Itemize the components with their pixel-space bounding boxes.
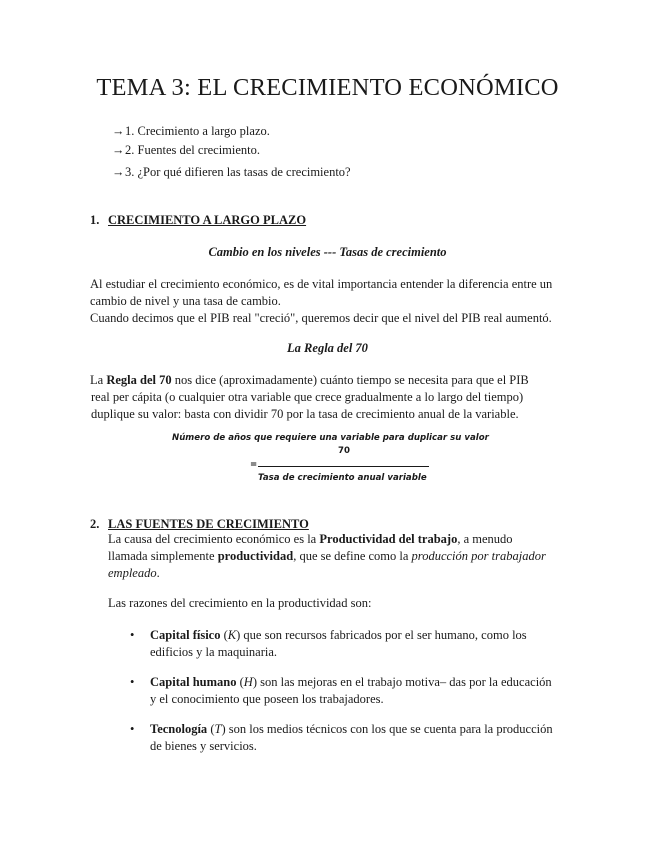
section-number: 2. (90, 517, 100, 531)
paragraph-productivity (108, 531, 546, 582)
text-line: y el conocimiento que poseen los trabajadores. (150, 692, 384, 706)
text-span: ) que son recursos fabricados por el ser humano, como los (236, 628, 527, 642)
section-1-subtitle: Cambio en los niveles --- Tasas de crecimiento (208, 245, 447, 259)
section-number: 1. (90, 213, 100, 227)
bullet-text (150, 674, 566, 708)
formula-equals: = (250, 460, 258, 470)
reasons-intro: Las razones del crecimiento en la productividad son: (108, 596, 372, 610)
text-span: , a menudo (457, 532, 513, 546)
toc-item-text: 3. ¿Por qué difieren las tasas de crecimiento? (125, 165, 351, 179)
bold-term: Capital físico (150, 628, 221, 642)
text-line (150, 674, 566, 691)
text-span: . (156, 566, 160, 580)
arrow-right-icon: → (112, 143, 125, 157)
symbol: K (227, 628, 237, 642)
italic-term: producción por trabajador (411, 549, 546, 563)
formula-lhs: Número de años que requiere una variable para duplicar su valor (172, 433, 489, 443)
text-line (150, 627, 566, 644)
bullet-text (150, 721, 566, 755)
text-line: Al estudiar el crecimiento económico, es de vital importancia entender la diferencia entre un (90, 277, 553, 291)
arrow-right-icon: → (112, 165, 125, 179)
text-span: ( (220, 628, 228, 642)
text-line (150, 721, 566, 738)
arrow-right-icon: → (112, 124, 125, 138)
bullet-icon: • (130, 628, 135, 642)
symbol: H (243, 675, 253, 689)
toc-item-text: 2. Fuentes del crecimiento. (125, 143, 261, 157)
symbol: T (214, 722, 222, 736)
text-line: de bienes y servicios. (150, 739, 257, 753)
bold-term: Capital humano (150, 675, 237, 689)
text-span: La (90, 373, 107, 387)
section-title: CRECIMIENTO A LARGO PLAZO (108, 213, 307, 227)
text-line: cambio de nivel y una tasa de cambio. (90, 294, 281, 308)
text-span: llamada simplemente (108, 549, 218, 563)
section-title: LAS FUENTES DE CRECIMIENTO (108, 517, 309, 531)
toc-item-text: 1. Crecimiento a largo plazo. (125, 124, 270, 138)
formula-numerator: 70 (338, 446, 350, 456)
text-line: duplique su valor: basta con dividir 70 por la tasa de crecimiento anual de la variable. (91, 407, 519, 421)
text-line: real per cápita (o cualquier otra variable que crece gradualmente a lo largo del tiempo) (91, 390, 524, 404)
document-title: TEMA 3: EL CRECIMIENTO ECONÓMICO (96, 74, 559, 101)
text-span: ( (207, 722, 215, 736)
text-line (108, 565, 546, 582)
formula-denominator: Tasa de crecimiento anual variable (258, 473, 427, 483)
bold-term: Productividad del trabajo (319, 532, 458, 546)
text-span: ) son las mejoras en el trabajo motiva– das por la educación (252, 675, 552, 689)
toc-item-2 (112, 143, 260, 158)
bullet-text (150, 627, 566, 661)
italic-term: empleado (108, 566, 157, 580)
bullet-icon: • (130, 675, 135, 689)
text-span: La causa del crecimiento económico es la (108, 532, 320, 546)
toc-item-1 (112, 124, 270, 139)
text-line (108, 548, 546, 565)
text-span: nos dice (aproximadamente) cuánto tiempo se necesita para que el PIB (171, 373, 529, 387)
text-line (108, 531, 546, 548)
section-1-heading (90, 213, 306, 228)
text-span: ) son los medios técnicos con los que se cuenta para la producción (221, 722, 553, 736)
toc-item-3 (112, 165, 351, 180)
paragraph-levels-vs-rates (90, 276, 552, 327)
rule-of-70-title: La Regla del 70 (287, 341, 368, 355)
bold-term: Tecnología (150, 722, 208, 736)
paragraph-rule-of-70 (90, 372, 529, 423)
bullet-icon: • (130, 722, 135, 736)
text-span: , que se define como la (293, 549, 412, 563)
fraction-bar (258, 466, 429, 467)
text-span: ( (236, 675, 244, 689)
text-line (90, 372, 529, 389)
bold-term: Regla del 70 (106, 373, 172, 387)
text-line: edificios y la maquinaria. (150, 645, 278, 659)
bold-term: productividad (217, 549, 294, 563)
text-line: Cuando decimos que el PIB real "creció", queremos decir que el nivel del PIB real aumentó. (90, 311, 552, 325)
section-2-heading (90, 517, 309, 532)
